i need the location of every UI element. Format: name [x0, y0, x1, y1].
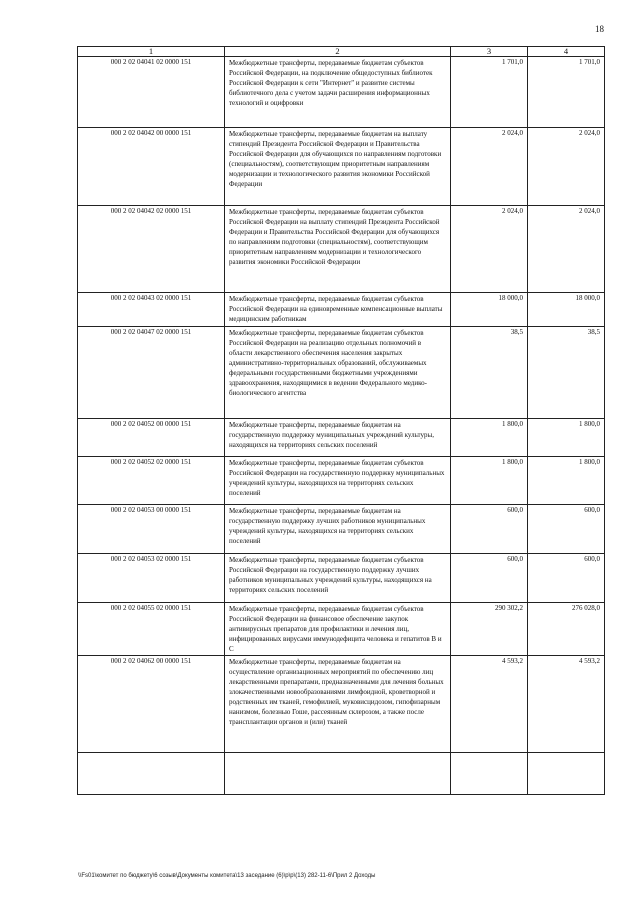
table-row	[78, 603, 605, 656]
column-header-3: 3	[451, 47, 528, 57]
budget-code-cell: 000 2 02 04042 00 0000 151	[78, 128, 225, 206]
table-row	[78, 554, 605, 603]
value-col4-cell: 38,5	[528, 327, 605, 419]
value-col3-cell: 600,0	[451, 505, 528, 554]
budget-code-cell: 000 2 02 04042 02 0000 151	[78, 206, 225, 293]
page-number: 18	[595, 24, 604, 34]
description-cell: Межбюджетные трансферты, передаваемые бюджетам субъектов Российской Федерации на государственную поддержку муниципальных учреждений культуры, находящихся на территориях сельских поселений	[225, 457, 451, 505]
empty-cell	[451, 753, 528, 795]
value-col4-cell: 1 800,0	[528, 419, 605, 457]
budget-table	[77, 46, 605, 795]
table-row	[78, 327, 605, 419]
description-cell: Межбюджетные трансферты, передаваемые бюджетам на выплату стипендий Президента Российской Федерации и Правительства Российской Федерации для обучающихся по направлениям подготовки (специальностям), соответствующим приоритетным направлениям модернизации и технологического развития экономики Российской Федерации	[225, 128, 451, 206]
description-cell: Межбюджетные трансферты, передаваемые бюджетам субъектов Российской Федерации, на подключение общедоступных библиотек Российской Федерации к сети "Интернет" и развитие системы библиотечного дела с учетом задачи расширения информационных технологий и оцифровки	[225, 57, 451, 128]
value-col3-cell: 18 000,0	[451, 293, 528, 327]
budget-code-cell: 000 2 02 04041 02 0000 151	[78, 57, 225, 128]
budget-code-cell: 000 2 02 04053 00 0000 151	[78, 505, 225, 554]
table-row	[78, 505, 605, 554]
budget-code-cell: 000 2 02 04043 02 0000 151	[78, 293, 225, 327]
table-header-row	[78, 47, 605, 57]
value-col4-cell: 1 800,0	[528, 457, 605, 505]
value-col3-cell: 1 800,0	[451, 457, 528, 505]
description-cell: Межбюджетные трансферты, передаваемые бюджетам субъектов Российской Федерации на государственную поддержку лучших работников муниципальных учреждений культуры, находящихся на территориях сельских поселений	[225, 554, 451, 603]
empty-cell	[78, 753, 225, 795]
description-cell: Межбюджетные трансферты, передаваемые бюджетам на осуществление организационных мероприятий по обеспечению лиц лекарственными препаратами, предназначенными для лечения больных злокачественными новообразованиями лимфоидной, кроветворной и родственных им тканей, гемофилией, муковисцидозом, гипофизарным нанизмом, болезнью Гоше, рассеянным склерозом, а также после трансплантации органов и (или) тканей	[225, 656, 451, 753]
empty-cell	[528, 753, 605, 795]
value-col3-cell: 4 593,2	[451, 656, 528, 753]
value-col3-cell: 2 024,0	[451, 206, 528, 293]
description-cell: Межбюджетные трансферты, передаваемые бюджетам субъектов Российской Федерации на единовременные компенсационные выплаты медицинским работникам	[225, 293, 451, 327]
value-col4-cell: 600,0	[528, 505, 605, 554]
table-row	[78, 656, 605, 753]
budget-code-cell: 000 2 02 04052 00 0000 151	[78, 419, 225, 457]
value-col3-cell: 2 024,0	[451, 128, 528, 206]
empty-cell	[225, 753, 451, 795]
value-col4-cell: 2 024,0	[528, 206, 605, 293]
budget-code-cell: 000 2 02 04052 02 0000 151	[78, 457, 225, 505]
table-empty-tail	[78, 753, 605, 795]
description-cell: Межбюджетные трансферты, передаваемые бюджетам субъектов Российской Федерации на выплату стипендий Президента Российской Федерации и Правительства Российской Федерации для обучающихся по направлениям подготовки (специальностям), соответствующим приоритетным направлениям модернизации и технологического развития экономики Российской Федерации	[225, 206, 451, 293]
value-col3-cell: 290 302,2	[451, 603, 528, 656]
value-col4-cell: 4 593,2	[528, 656, 605, 753]
description-cell: Межбюджетные трансферты, передаваемые бюджетам на государственную поддержку лучших работников муниципальных учреждений культуры, находящихся на территориях сельских поселений	[225, 505, 451, 554]
table-row	[78, 206, 605, 293]
value-col4-cell: 18 000,0	[528, 293, 605, 327]
column-header-4: 4	[528, 47, 605, 57]
budget-code-cell: 000 2 02 04062 00 0000 151	[78, 656, 225, 753]
value-col3-cell: 38,5	[451, 327, 528, 419]
budget-code-cell: 000 2 02 04047 02 0000 151	[78, 327, 225, 419]
table-row	[78, 293, 605, 327]
table-body	[78, 57, 605, 795]
description-cell: Межбюджетные трансферты, передаваемые бюджетам субъектов Российской Федерации на реализацию отдельных полномочий в области лекарственного обеспечения населения закрытых административно-территориальных образований, обслуживаемых федеральными государственными бюджетными учреждениями здравоохранения, находящимися в ведении Федерального медико-биологического агентства	[225, 327, 451, 419]
table-row	[78, 457, 605, 505]
value-col4-cell: 600,0	[528, 554, 605, 603]
value-col4-cell: 1 701,0	[528, 57, 605, 128]
column-header-1: 1	[78, 47, 225, 57]
description-cell: Межбюджетные трансферты, передаваемые бюджетам субъектов Российской Федерации на финансовое обеспечение закупок антивирусных препаратов для профилактики и лечения лиц, инфицированных вирусами иммунодефицита человека и гепатитов В и С	[225, 603, 451, 656]
table-row	[78, 128, 605, 206]
value-col4-cell: 2 024,0	[528, 128, 605, 206]
table-row	[78, 419, 605, 457]
value-col3-cell: 600,0	[451, 554, 528, 603]
column-header-2: 2	[225, 47, 451, 57]
description-cell: Межбюджетные трансферты, передаваемые бюджетам на государственную поддержку муниципальных учреждений культуры, находящихся на территориях сельских поселений	[225, 419, 451, 457]
budget-code-cell: 000 2 02 04053 02 0000 151	[78, 554, 225, 603]
budget-code-cell: 000 2 02 04055 02 0000 151	[78, 603, 225, 656]
table-row	[78, 57, 605, 128]
value-col4-cell: 276 028,0	[528, 603, 605, 656]
value-col3-cell: 1 701,0	[451, 57, 528, 128]
footer-file-path: \\Fs01\комитет по бюджету\6 созыв\Документы комитета\13 заседание (6)\р\р\(13) 282-11-6\Прил 2 Доходы	[78, 873, 376, 879]
value-col3-cell: 1 800,0	[451, 419, 528, 457]
